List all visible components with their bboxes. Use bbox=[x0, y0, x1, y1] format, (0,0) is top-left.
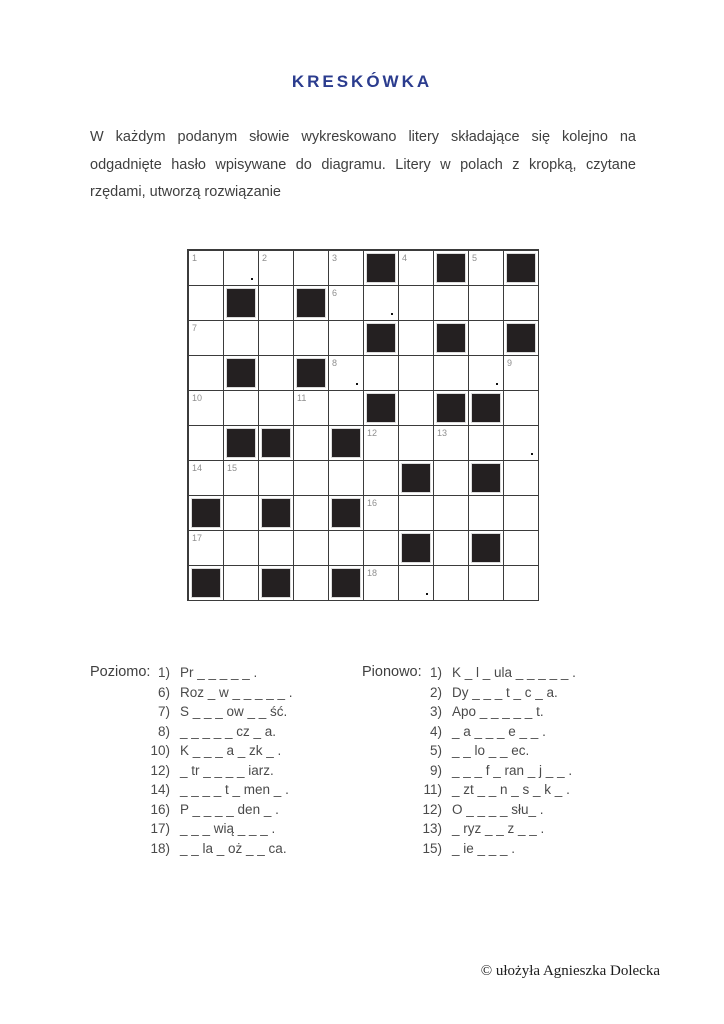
grid-cell bbox=[504, 286, 539, 321]
grid-cell bbox=[259, 251, 294, 286]
clue-row bbox=[412, 741, 576, 761]
grid-cell bbox=[294, 461, 329, 496]
grid-cell-black bbox=[189, 566, 224, 601]
clue-row bbox=[140, 780, 293, 800]
clue-number: 9) bbox=[429, 762, 442, 778]
grid-cell bbox=[504, 426, 539, 461]
black-square bbox=[297, 289, 325, 317]
grid-cell-black bbox=[294, 356, 329, 391]
clue-row bbox=[140, 722, 293, 742]
grid-cell bbox=[294, 391, 329, 426]
clue-row bbox=[140, 761, 293, 781]
cell-number: 12 bbox=[367, 428, 378, 438]
grid-cell bbox=[294, 321, 329, 356]
cell-number: 4 bbox=[402, 253, 408, 263]
clue-text: _ ryz _ _ z _ _ . bbox=[452, 821, 545, 836]
clue-text: O _ _ _ _ słu_ . bbox=[452, 801, 544, 817]
cell-number: 13 bbox=[437, 428, 448, 438]
grid-cell-black bbox=[469, 531, 504, 566]
clue-number: 13) bbox=[422, 821, 442, 836]
black-square bbox=[472, 464, 500, 492]
cell-number: 11 bbox=[297, 393, 307, 403]
grid-cell bbox=[259, 391, 294, 426]
grid-cell bbox=[399, 566, 434, 601]
clue-row bbox=[412, 663, 576, 683]
grid-cell bbox=[434, 496, 469, 531]
grid-cell-black bbox=[259, 496, 294, 531]
grid-cell-black bbox=[399, 461, 434, 496]
grid-cell bbox=[469, 566, 504, 601]
across-label: Poziomo: bbox=[90, 664, 151, 680]
grid-cell bbox=[329, 461, 364, 496]
grid-cell bbox=[224, 321, 259, 356]
down-label: Pionowo: bbox=[362, 664, 422, 680]
clue-row bbox=[412, 722, 576, 742]
solution-dot bbox=[391, 313, 394, 316]
grid-cell bbox=[329, 251, 364, 286]
grid-cell bbox=[329, 531, 364, 566]
clue-number: 17) bbox=[150, 821, 170, 836]
grid-cell-black bbox=[469, 461, 504, 496]
grid-cell bbox=[189, 356, 224, 391]
cell-number: 15 bbox=[227, 463, 238, 473]
black-square bbox=[332, 499, 360, 527]
grid-cell bbox=[469, 286, 504, 321]
black-square bbox=[192, 499, 220, 527]
grid-cell bbox=[399, 356, 434, 391]
down-list bbox=[412, 663, 576, 858]
grid-cell bbox=[399, 251, 434, 286]
grid-cell bbox=[259, 321, 294, 356]
clue-number: 1) bbox=[157, 665, 170, 680]
grid-cell-black bbox=[364, 251, 399, 286]
grid-cell-black bbox=[504, 321, 539, 356]
clue-row bbox=[140, 839, 293, 859]
clue-number: 16) bbox=[150, 801, 170, 817]
grid-cell bbox=[469, 496, 504, 531]
grid-cell bbox=[329, 391, 364, 426]
grid-cell bbox=[399, 496, 434, 531]
clue-number: 10) bbox=[150, 743, 170, 758]
solution-dot bbox=[356, 383, 359, 386]
grid-cell bbox=[329, 356, 364, 391]
black-square bbox=[227, 429, 255, 457]
clue-text: _ _ _ _ _ cz _ a. bbox=[180, 723, 277, 739]
grid-cell bbox=[434, 356, 469, 391]
page-title: KRESKÓWKA bbox=[291, 72, 433, 91]
cell-number: 9 bbox=[507, 358, 513, 368]
grid-cell bbox=[189, 426, 224, 461]
clue-text: Dy _ _ _ t _ c _ a. bbox=[452, 684, 558, 700]
grid-cell-black bbox=[399, 531, 434, 566]
grid-cell bbox=[504, 356, 539, 391]
black-square bbox=[367, 394, 395, 422]
grid-cell bbox=[294, 496, 329, 531]
black-square bbox=[262, 499, 290, 527]
black-square bbox=[437, 324, 465, 352]
clue-number: 14) bbox=[150, 782, 170, 797]
grid-cell bbox=[469, 356, 504, 391]
grid-cell bbox=[189, 286, 224, 321]
clue-text: Pr _ _ _ _ _ . bbox=[180, 665, 258, 680]
grid-cell-black bbox=[434, 251, 469, 286]
clue-row bbox=[412, 819, 576, 839]
cell-number: 8 bbox=[332, 358, 338, 368]
clue-row bbox=[412, 800, 576, 820]
black-square bbox=[437, 394, 465, 422]
grid-cell bbox=[434, 426, 469, 461]
grid-cell bbox=[399, 321, 434, 356]
grid-cell-black bbox=[469, 391, 504, 426]
clue-number: 8) bbox=[157, 723, 170, 739]
clue-row bbox=[140, 741, 293, 761]
cell-number: 14 bbox=[192, 463, 203, 473]
black-square bbox=[332, 429, 360, 457]
clue-row bbox=[412, 761, 576, 781]
clue-text: P _ _ _ _ den _ . bbox=[180, 801, 279, 817]
grid-cell-black bbox=[224, 286, 259, 321]
clue-number: 4) bbox=[429, 723, 442, 739]
grid-cell bbox=[364, 461, 399, 496]
grid-cell bbox=[364, 496, 399, 531]
clue-row bbox=[412, 683, 576, 703]
grid-cell bbox=[364, 566, 399, 601]
grid-cell bbox=[504, 531, 539, 566]
grid-cell-black bbox=[224, 356, 259, 391]
grid-cell bbox=[259, 531, 294, 566]
clue-text: _ a _ _ _ e _ _ . bbox=[452, 723, 546, 739]
clue-number: 15) bbox=[422, 840, 442, 856]
clue-row bbox=[140, 683, 293, 703]
grid-cell bbox=[294, 566, 329, 601]
grid-cell bbox=[294, 251, 329, 286]
grid-cell-black bbox=[434, 321, 469, 356]
clue-text: Roz _ w _ _ _ _ _ . bbox=[180, 684, 293, 700]
black-square bbox=[402, 534, 430, 562]
grid-cell bbox=[224, 251, 259, 286]
cell-number: 6 bbox=[332, 288, 338, 298]
black-square bbox=[437, 254, 465, 282]
clue-text: Apo _ _ _ _ _ t. bbox=[452, 704, 544, 719]
clue-row bbox=[140, 800, 293, 820]
clue-text: _ _ _ _ t _ men _ . bbox=[180, 782, 289, 797]
grid-cell bbox=[434, 461, 469, 496]
clue-number: 11) bbox=[423, 782, 442, 797]
grid-cell bbox=[294, 426, 329, 461]
grid-cell-black bbox=[259, 566, 294, 601]
clue-text: _ zt _ _ n _ s _ k _ . bbox=[452, 782, 570, 797]
grid-cell bbox=[224, 496, 259, 531]
grid-cell bbox=[224, 391, 259, 426]
grid-cell bbox=[434, 286, 469, 321]
clue-text: K _ l _ ula _ _ _ _ _ . bbox=[452, 665, 576, 680]
grid-cell bbox=[224, 531, 259, 566]
grid-cell bbox=[469, 426, 504, 461]
clue-number: 12) bbox=[150, 762, 170, 778]
black-square bbox=[402, 464, 430, 492]
grid-cell bbox=[224, 461, 259, 496]
grid-cell bbox=[189, 321, 224, 356]
black-square bbox=[507, 254, 535, 282]
clue-text: _ ie _ _ _ . bbox=[452, 840, 516, 856]
cell-number: 17 bbox=[192, 533, 203, 543]
clue-text: _ tr _ _ _ _ iarz. bbox=[180, 762, 274, 778]
solution-dot bbox=[426, 593, 429, 596]
clue-number: 1) bbox=[429, 665, 442, 680]
grid-cell bbox=[259, 286, 294, 321]
black-square bbox=[367, 324, 395, 352]
solution-dot bbox=[251, 278, 254, 281]
grid-cell bbox=[434, 566, 469, 601]
grid-cell bbox=[364, 426, 399, 461]
clue-number: 7) bbox=[157, 704, 170, 719]
clue-row bbox=[140, 663, 293, 683]
clue-number: 18) bbox=[150, 840, 170, 856]
grid-cell-black bbox=[364, 391, 399, 426]
black-square bbox=[472, 534, 500, 562]
cell-number: 5 bbox=[472, 253, 478, 263]
author-credit: © ułożyła Agnieszka Dolecka bbox=[480, 963, 660, 979]
clue-text: _ _ la _ oż _ _ ca. bbox=[180, 840, 287, 856]
grid-cell bbox=[224, 566, 259, 601]
clue-text: _ _ _ f _ ran _ j _ _ . bbox=[452, 762, 573, 778]
grid-cell bbox=[189, 531, 224, 566]
cell-number: 16 bbox=[367, 498, 378, 508]
grid-cell-black bbox=[259, 426, 294, 461]
grid-cell bbox=[434, 531, 469, 566]
grid-cell bbox=[189, 391, 224, 426]
solution-dot bbox=[496, 383, 499, 386]
grid-cell bbox=[189, 461, 224, 496]
grid-cell-black bbox=[364, 321, 399, 356]
grid-cell bbox=[504, 566, 539, 601]
grid-cell bbox=[259, 461, 294, 496]
clue-text: _ _ _ wią _ _ _ . bbox=[180, 821, 276, 836]
black-square bbox=[472, 394, 500, 422]
clue-row bbox=[412, 839, 576, 859]
cell-number: 18 bbox=[367, 568, 378, 578]
clue-row bbox=[412, 780, 576, 800]
grid-cell bbox=[469, 251, 504, 286]
black-square bbox=[507, 324, 535, 352]
black-square bbox=[227, 289, 255, 317]
cell-number: 10 bbox=[192, 393, 203, 403]
grid-cell-black bbox=[329, 566, 364, 601]
grid-cell bbox=[399, 426, 434, 461]
black-square bbox=[332, 569, 360, 597]
black-square bbox=[262, 569, 290, 597]
cell-number: 2 bbox=[262, 253, 268, 263]
cell-number: 3 bbox=[332, 253, 338, 263]
grid-cell bbox=[259, 356, 294, 391]
crossword-grid bbox=[187, 249, 539, 601]
clue-number: 12) bbox=[422, 801, 442, 817]
black-square bbox=[262, 429, 290, 457]
instructions-text: W każdym podanym słowie wykreskowano litery składające się kolejno na odgadnięte hasło wpisywane do diagramu. Litery w polach z kropką, czytane rzędami, utworzą rozwiązanie bbox=[90, 129, 636, 200]
clue-row bbox=[412, 702, 576, 722]
solution-dot bbox=[531, 453, 534, 456]
grid-cell bbox=[364, 286, 399, 321]
black-square bbox=[227, 359, 255, 387]
grid-cell bbox=[364, 531, 399, 566]
grid-cell-black bbox=[329, 426, 364, 461]
grid-cell-black bbox=[504, 251, 539, 286]
across-list bbox=[140, 663, 293, 858]
grid-cell bbox=[399, 391, 434, 426]
clue-number: 6) bbox=[157, 684, 170, 700]
grid-cell bbox=[504, 461, 539, 496]
clue-number: 2) bbox=[429, 684, 442, 700]
grid-cell bbox=[294, 531, 329, 566]
grid-cell bbox=[189, 251, 224, 286]
clue-row bbox=[140, 819, 293, 839]
cell-number: 7 bbox=[192, 323, 198, 333]
clue-text: S _ _ _ ow _ _ ść. bbox=[180, 704, 288, 719]
grid-cell-black bbox=[434, 391, 469, 426]
clue-number: 3) bbox=[429, 704, 442, 719]
grid-cell-black bbox=[294, 286, 329, 321]
black-square bbox=[367, 254, 395, 282]
cell-number: 1 bbox=[192, 253, 198, 263]
grid-cell-black bbox=[329, 496, 364, 531]
black-square bbox=[297, 359, 325, 387]
clue-text: K _ _ _ a _ zk _ . bbox=[180, 743, 282, 758]
grid-cell-black bbox=[224, 426, 259, 461]
clue-text: _ _ lo _ _ ec. bbox=[452, 743, 530, 758]
grid-cell bbox=[504, 391, 539, 426]
grid-cell bbox=[504, 496, 539, 531]
black-square bbox=[192, 569, 220, 597]
grid-cell bbox=[364, 356, 399, 391]
grid-cell-black bbox=[189, 496, 224, 531]
clue-row bbox=[140, 702, 293, 722]
grid-cell bbox=[469, 321, 504, 356]
grid-cell bbox=[329, 321, 364, 356]
clue-number: 5) bbox=[429, 743, 442, 758]
grid-cell bbox=[329, 286, 364, 321]
grid-cell bbox=[399, 286, 434, 321]
